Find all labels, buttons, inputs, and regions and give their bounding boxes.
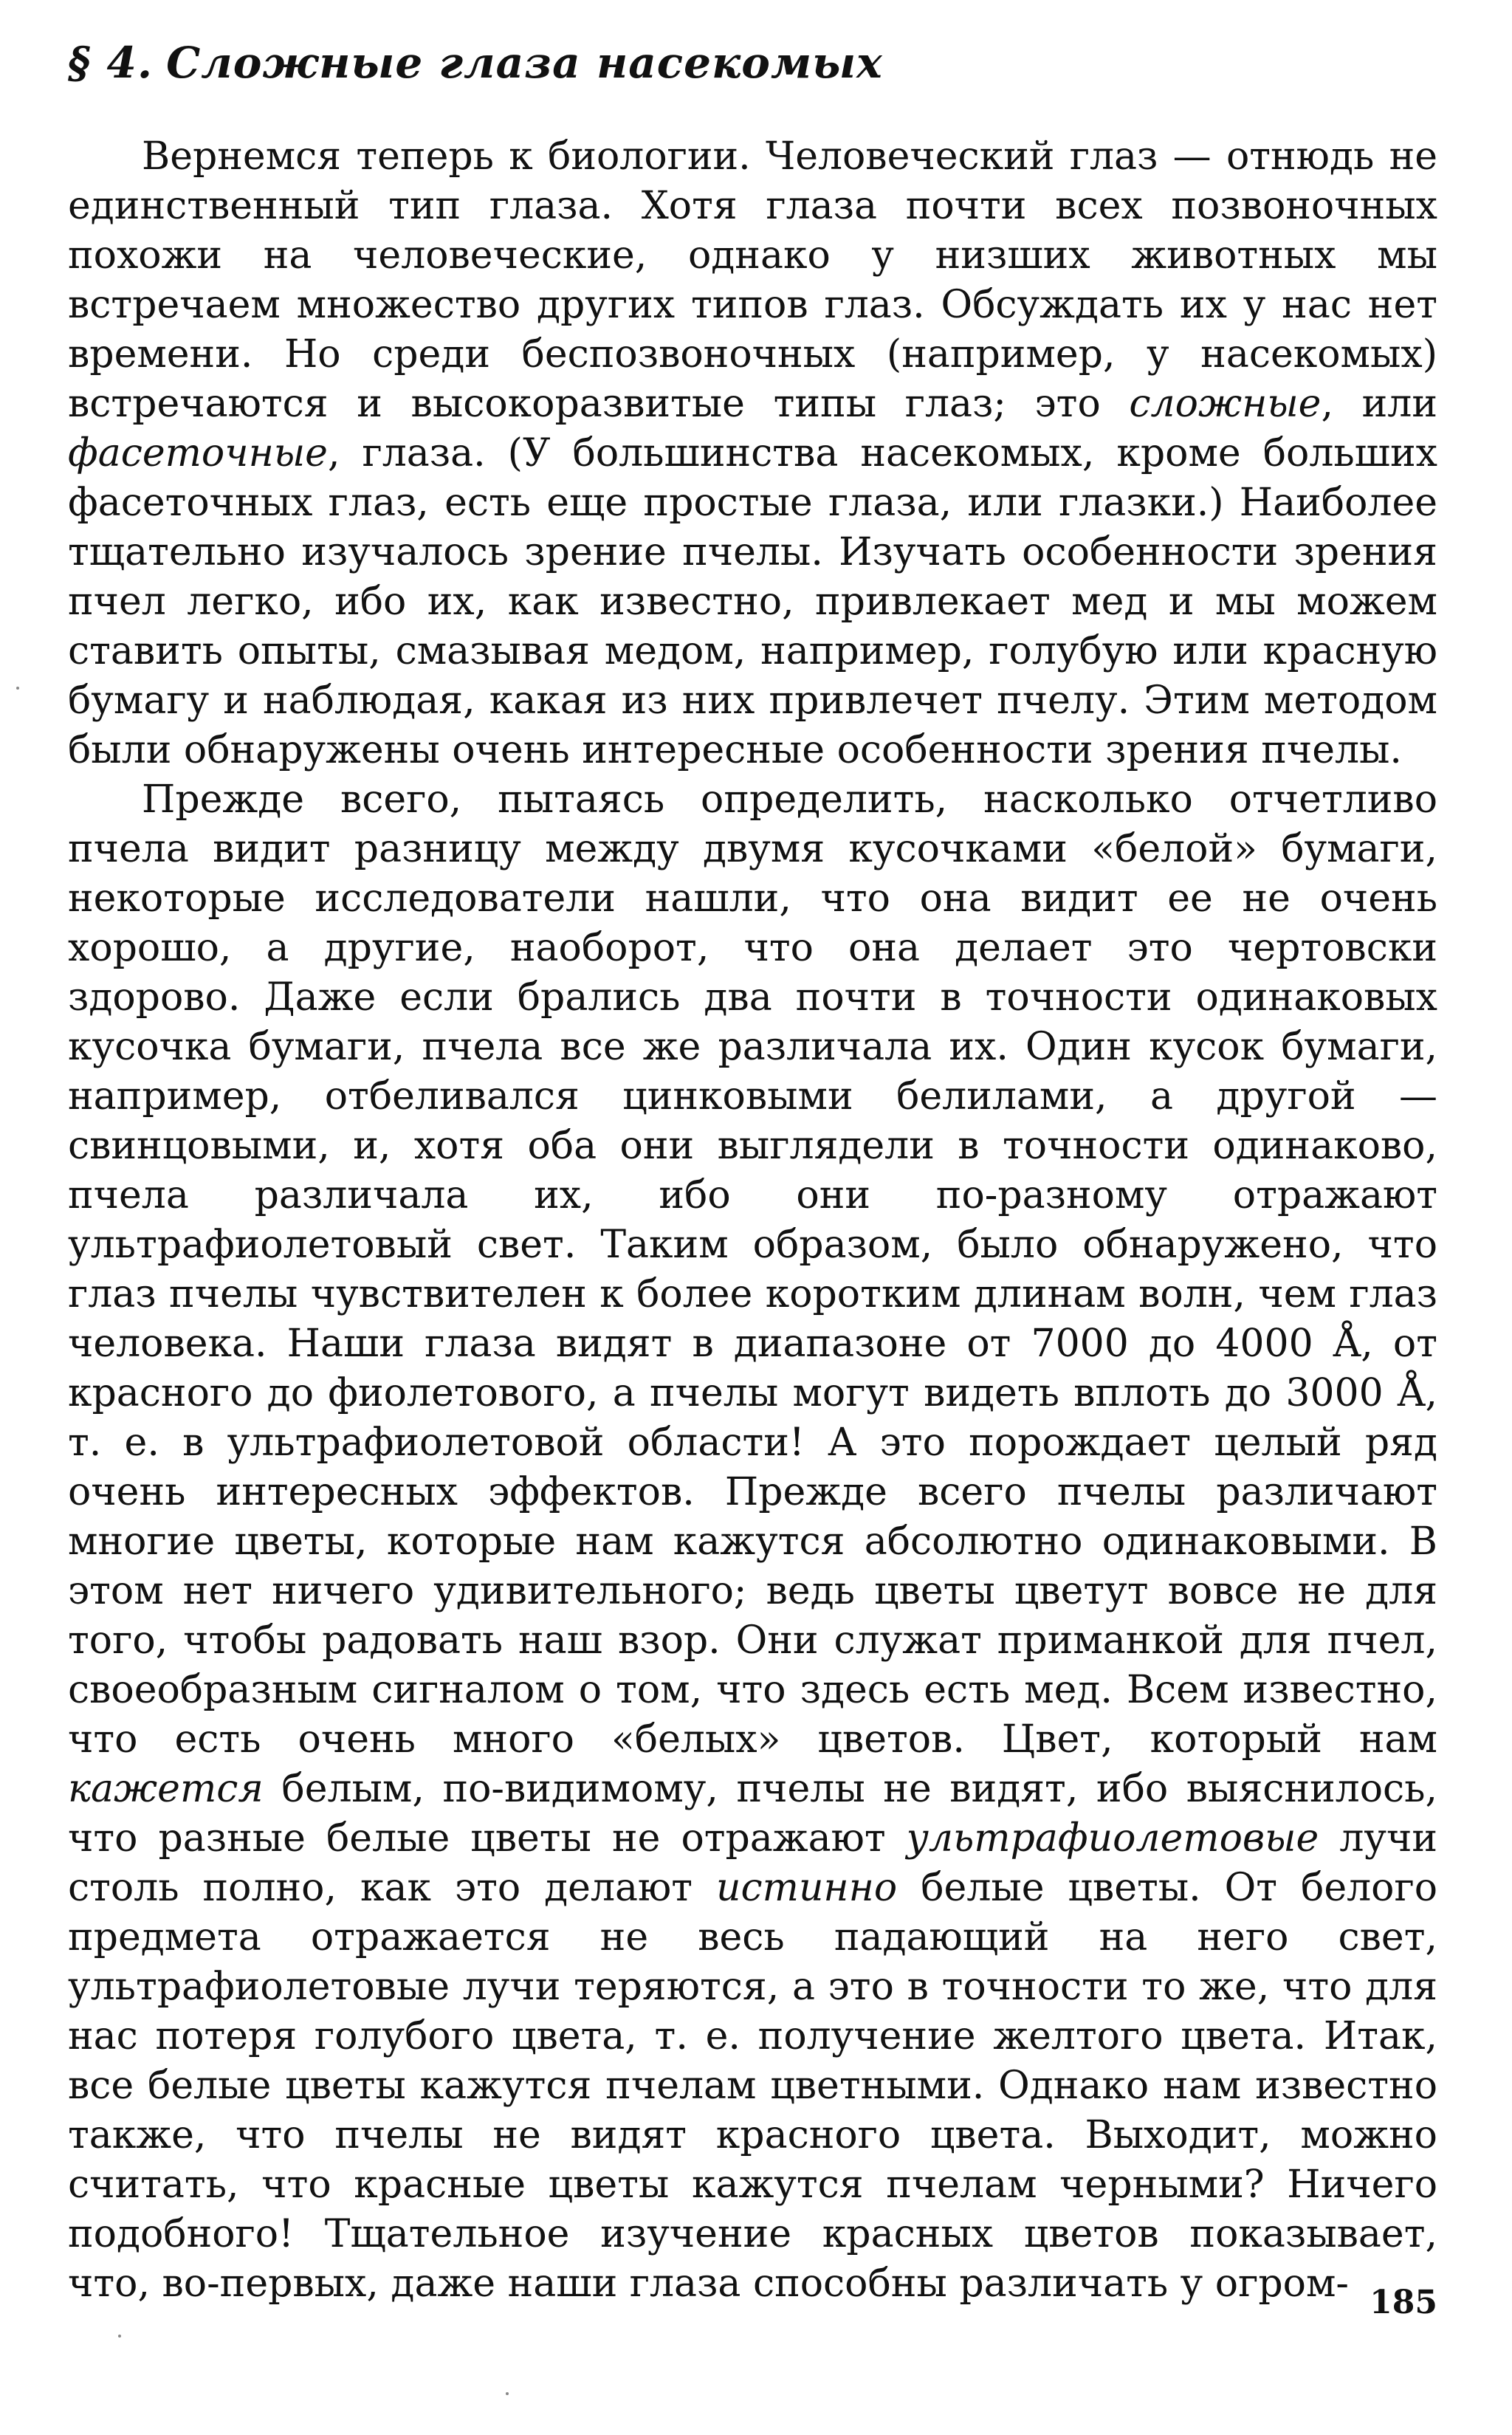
paragraph-2-text-2: белым, по-видимому, пчелы не видят, ибо выяснилось, что разные белые цветы не отражают xyxy=(68,1766,1437,1861)
paragraph-2 xyxy=(68,775,1437,2309)
term-compound: сложные xyxy=(1129,381,1322,426)
paragraph-2-text-1: Прежде всего, пытаясь определить, насколько отчетливо пчела видит разницу между двумя кусочками «белой» бумаги, некоторые исследователи нашли, что она видит ее не очень хорошо, а другие, наоборот, что она делает это чертовски здорово. Даже если брались два почти в точности одинаковых кусочка бумаги, пчела все же различала их. Один кусок бумаги, например, отбеливался цинковыми белилами, а другой — свинцовыми, и, хотя оба они выглядели в точности одинаково, пчела различала их, ибо они по-разному отражают ультрафиолетовый свет. Таким образом, было обнаружено, что глаз пчелы чувствителен к более коротким длинам волн, чем глаз человека. Наши глаза видят в диапазоне от 7000 до 4000 Å, от красного до фиолетового, а пчелы могут видеть вплоть до 3000 Å, т. е. в ультрафиолетовой области! А это порождает целый ряд очень интересных эффектов. Прежде всего пчелы различают многие цветы, которые нам кажутся абсолютно одинаковыми. В этом нет ничего удивительного; ведь цветы цветут вовсе не для того, чтобы радовать наш взор. Они служат приманкой для пчел, своеобразным сигналом о том, что здесь есть мед. Всем известно, что есть очень много «белых» цветов. Цвет, который нам xyxy=(68,777,1437,1762)
scan-speck xyxy=(118,2335,121,2338)
paragraph-2-text-4: белые цветы. От белого предмета отражается не весь падающий на него свет, ультрафиолетовые лучи теряются, а это в точности то же, что для нас потеря голубого цвета, т. е. получение желтого цвета. Итак, все белые цветы кажутся пчелам цветными. Однако нам известно также, что пчелы не видят красного цвета. Выходит, можно считать, что красные цветы кажутся пчелам черными? Ничего подобного! Тщательное изучение красных цветов показывает, что, во-первых, даже наши глаза способны различать у огром- xyxy=(68,1865,1437,2306)
section-number: § 4. xyxy=(68,38,154,88)
scan-speck xyxy=(506,2392,509,2395)
paragraph-2-text-3: лучи столь полно, как это делают xyxy=(68,1816,1437,1910)
term-facet: фасеточные xyxy=(68,430,328,475)
page-number: 185 xyxy=(1370,2284,1437,2321)
section-heading xyxy=(68,38,1437,88)
emphasis-truly: истинно xyxy=(716,1865,898,1910)
paragraph-1-text-middle: , или xyxy=(1321,381,1437,426)
paragraph-1 xyxy=(68,132,1437,775)
paragraph-1-text-after: , глаза. (У большинства насекомых, кроме больших фасеточных глаз, есть еще простые глаза, или глазки.) Наиболее тщательно изучалось зрение пчелы. Изучать особенности зрения пчел легко, ибо их, как известно, привлекает мед и мы можем ставить опыты, смазывая медом, например, голубую или красную бумагу и наблюдая, какая из них привлечет пчелу. Этим методом были обнаружены очень интересные особенности зрения пчелы. xyxy=(68,430,1437,772)
section-title: Сложные глаза насекомых xyxy=(166,38,883,88)
emphasis-seems: кажется xyxy=(68,1766,264,1811)
paragraph-1-text-before: Вернемся теперь к биологии. Человеческий глаз — отнюдь не единственный тип глаза. Хотя глаза почти всех позвоночных похожи на человеческие, однако у низших животных мы встречаем множество других типов глаз. Обсуждать их у нас нет времени. Но среди беспозвоночных (например, у насекомых) встречаются и высокоразвитые типы глаз; это xyxy=(68,134,1437,426)
scan-speck xyxy=(16,687,19,690)
emphasis-ultraviolet: ультрафиолетовые xyxy=(906,1816,1319,1861)
book-page xyxy=(68,38,1437,2394)
